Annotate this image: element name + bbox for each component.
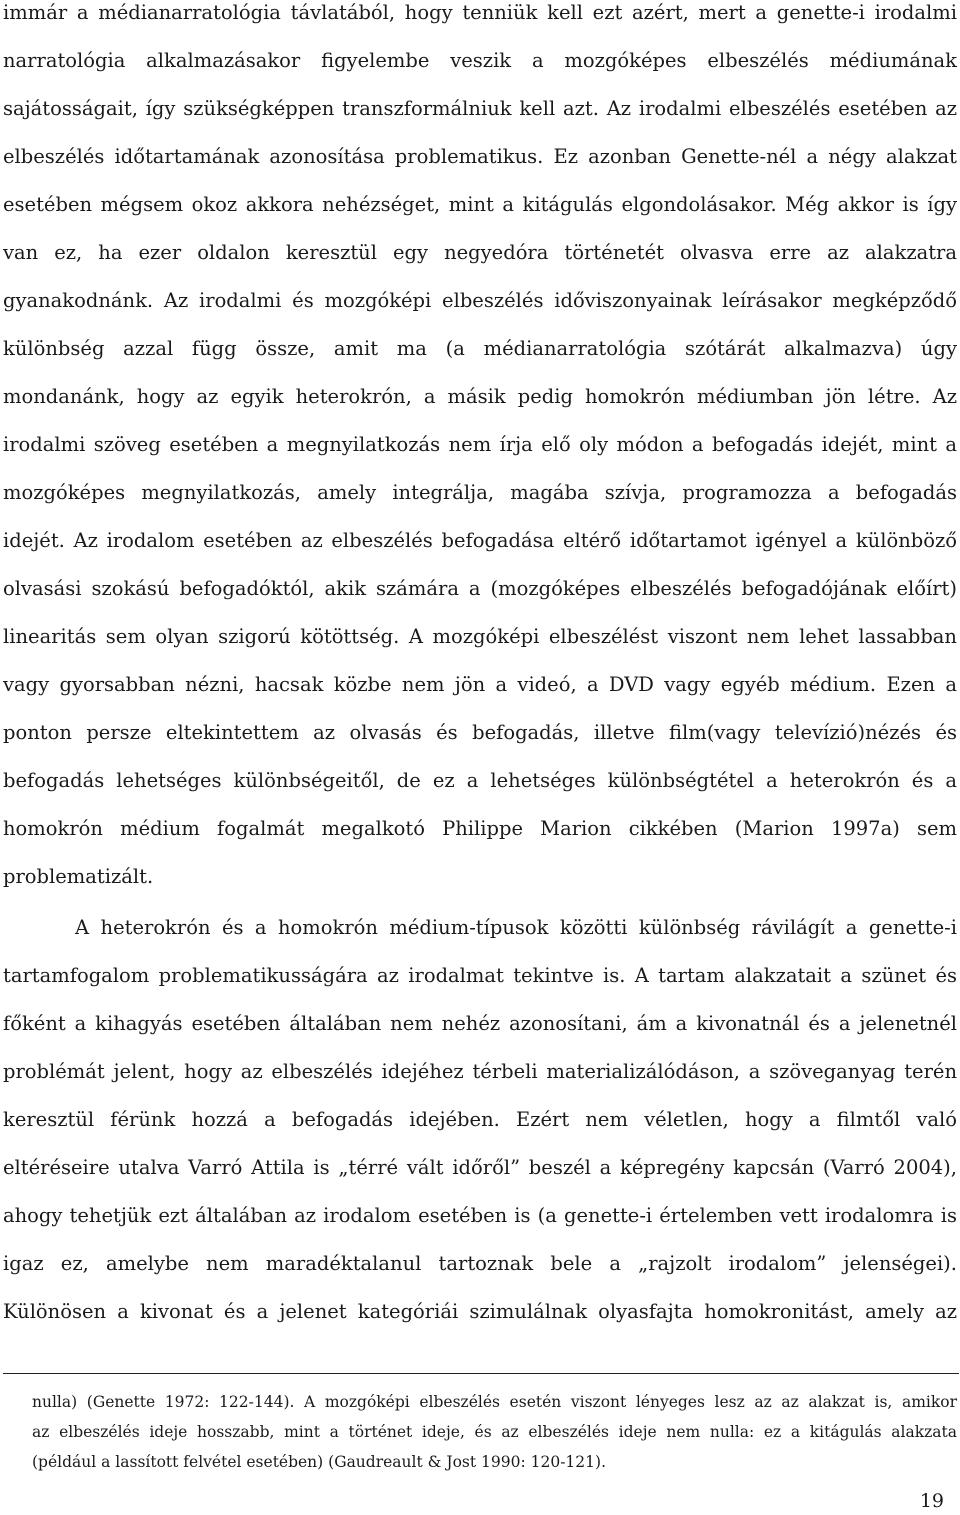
text-line: eltéréseire utalva Varró Attila is „térré vált időről” beszél a képregény kapcsán (Varró 2004),	[3, 1156, 957, 1179]
text-line: gyanakodnánk. Az irodalmi és mozgóképi elbeszélés időviszonyainak leírásakor megképződő	[3, 289, 957, 312]
text-line: ponton persze eltekintettem az olvasás és befogadás, illetve film(vagy televízió)nézés és	[3, 721, 957, 744]
text-line: esetében mégsem okoz akkora nehézséget, mint a kitágulás elgondolásakor. Még akkor is így	[3, 193, 957, 216]
text-line: narratológia alkalmazásakor figyelembe veszik a mozgóképes elbeszélés médiumának	[3, 49, 957, 72]
text-line: problémát jelent, hogy az elbeszélés idejéhez térbeli materializálódáson, a szöveganyag terén	[3, 1060, 957, 1083]
text-line: különbség azzal függ össze, amit ma (a médianarratológia szótárát alkalmazva) úgy	[3, 337, 957, 360]
text-line: irodalmi szöveg esetében a megnyilatkozás nem írja elő oly módon a befogadás idejét, mint a	[3, 433, 957, 456]
text-line: sajátosságait, így szükségképpen transzformálniuk kell azt. Az irodalmi elbeszélés esetében az	[3, 97, 957, 120]
footnote-separator	[3, 1373, 959, 1374]
footnote-line: nulla) (Genette 1972: 122-144). A mozgóképi elbeszélés esetén viszont lényeges lesz az az alakzat is, amikor	[32, 1393, 957, 1411]
footnote-line: az elbeszélés ideje hosszabb, mint a történet ideje, és az elbeszélés ideje nem nulla: ez a kitágulás alakzata	[32, 1423, 957, 1441]
text-line: ahogy tehetjük ezt általában az irodalom esetében is (a genette-i értelemben vett irodalomra is	[3, 1204, 957, 1227]
text-line: igaz ez, amelybe nem maradéktalanul tartoznak bele a „rajzolt irodalom” jelenségei).	[3, 1252, 957, 1275]
text-line: mozgóképes megnyilatkozás, amely integrálja, magába szívja, programozza a befogadás	[3, 481, 957, 504]
text-line: immár a médianarratológia távlatából, hogy tenniük kell ezt azért, mert a genette-i irodalmi	[3, 1, 957, 24]
text-line: van ez, ha ezer oldalon keresztül egy negyedóra történetét olvasva erre az alakzatra	[3, 241, 957, 264]
text-line: elbeszélés időtartamának azonosítása problematikus. Ez azonban Genette-nél a négy alakzat	[3, 145, 957, 168]
page-number: 19	[919, 1490, 944, 1512]
text-line: keresztül férünk hozzá a befogadás idejében. Ezért nem véletlen, hogy a filmtől való	[3, 1108, 957, 1131]
text-line: Különösen a kivonat és a jelenet kategóriái szimulálnak olyasfajta homokronitást, amely az	[3, 1300, 957, 1323]
text-line: befogadás lehetséges különbségeitől, de ez a lehetséges különbségtétel a heterokrón és a	[3, 769, 957, 792]
footnote-line: (például a lassított felvétel esetében) (Gaudreault & Jost 1990: 120-121).	[32, 1453, 606, 1471]
text-line: homokrón médium fogalmát megalkotó Philippe Marion cikkében (Marion 1997a) sem	[3, 817, 957, 840]
text-line: mondanánk, hogy az egyik heterokrón, a másik pedig homokrón médiumban jön létre. Az	[3, 385, 957, 408]
text-line: linearitás sem olyan szigorú kötöttség. A mozgóképi elbeszélést viszont nem lehet lassabban	[3, 625, 957, 648]
text-line: A heterokrón és a homokrón médium-típusok közötti különbség rávilágít a genette-i	[75, 916, 957, 939]
text-line: főként a kihagyás esetében általában nem nehéz azonosítani, ám a kivonatnál és a jelenetnél	[3, 1012, 957, 1035]
text-line: tartamfogalom problematikusságára az irodalmat tekintve is. A tartam alakzatait a szünet és	[3, 964, 957, 987]
text-line: problematizált.	[3, 865, 154, 888]
text-line: idejét. Az irodalom esetében az elbeszélés befogadása eltérő időtartamot igényel a különböző	[3, 529, 957, 552]
text-line: vagy gyorsabban nézni, hacsak közbe nem jön a videó, a DVD vagy egyéb médium. Ezen a	[3, 673, 957, 696]
text-line: olvasási szokású befogadóktól, akik számára a (mozgóképes elbeszélés befogadójának előírt)	[3, 577, 957, 600]
